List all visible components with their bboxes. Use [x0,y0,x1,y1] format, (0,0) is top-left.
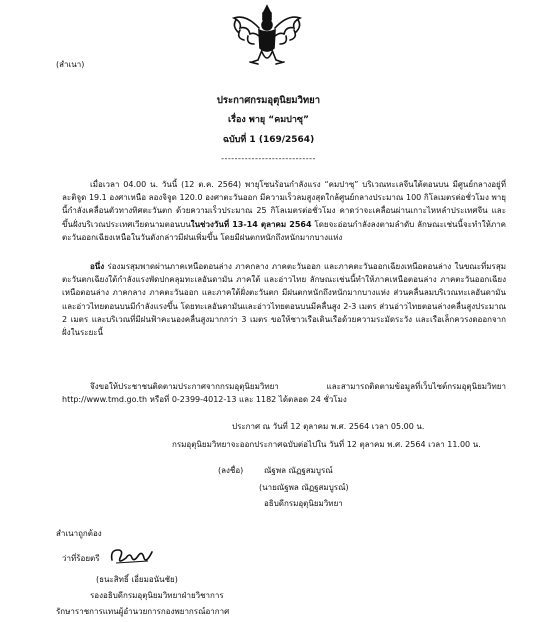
paragraph-1-text-a: เมื่อเวลา 04.00 น. วันนี้ (12 ต.ค. 2564) พายุโซนร้อนกำลังแรง “คมปาซุ” บริเวณทะเลจีนใต้ตอนบน มีศูนย์กลางอยู่ที่ละติจูด 19.1 องศาเหนือ ลองจิจูด 120.0 องศาตะวันออก มีความเร็วลมสูงสุดใกล้ศูนย์กลางประมาณ 100 กิโลเมตรต่อชั่วโมง พายุนี้กำลังเคลื่อนตัวทางทิศตะวันตก ด้วยความเร็วประมาณ 25 กิโลเมตรต่อชั่วโมง คาดว่าจะเคลื่อนผ่านเกาะไหหลำประเทศจีน และขึ้นฝั่งบริเวณประเทศเวียดนามตอนบน [62,180,506,229]
garuda-emblem-icon [228,4,306,68]
paragraph-3 [62,380,506,408]
paragraph-1-date-range: ในช่วงวันที่ 13-14 ตุลาคม 2564 [190,219,312,229]
copy-mark: (สำเนา) [56,60,85,69]
paragraph-3-text: จึงขอให้ประชาชนติดตามประกาศจากกรมอุตุนิยมวิทยา และสามารถติดตามข้อมูลที่เว็บไซต์กรมอุตุนิยมวิทยา http://www.tmd.go.th หรือที่ 0-2399-4012-13 และ 1182 ได้ตลอด 24 ชั่วโมง [62,382,506,405]
certifier-position-2: รักษาราชการแทนผู้อำนวยการกองพยากรณ์อากาศ [56,607,230,616]
announcement-title: ประกาศกรมอุตุนิยมวิทยา [216,95,321,106]
true-copy-label: สำเนาถูกต้อง [56,529,102,538]
paragraph-2 [62,260,506,366]
acting-rank: ว่าที่ร้อยตรี [62,554,100,563]
announced-date: ประกาศ ณ วันที่ 12 ตุลาคม พ.ศ. 2564 เวลา 05.00 น. [232,422,425,431]
announcement-issue: ฉบับที่ 1 (169/2564) [222,135,315,145]
paragraph-1 [62,178,506,258]
paragraph-2-text: ร่องมรสุมพาดผ่านภาคเหนือตอนล่าง ภาคกลาง ภาคตะวันออก และภาคตะวันออกเฉียงเหนือตอนล่าง ในขณะที่มรสุมตะวันตกเฉียงใต้กำลังแรงพัดปกคลุมทะเลอันดามัน ภาคใต้ และอ่าวไทย ลักษณะเช่นนี้ทำให้ภาคเหนือตอนล่าง ภาคตะวันออกเฉียงเหนือตอนล่าง ภาคกลาง ภาคตะวันออก และภาคใต้ฝั่งตะวันตก มีฝนตกหนักถึงหนักมากบางแห่ง ส่วนคลื่นลมบริเวณทะเลอันดามันและอ่าวไทยตอนบนมีกำลังแรงขึ้น โดยทะเลอันดามันและอ่าวไทยตอนบนมีคลื่นสูง 2-3 เมตร ส่วนอ่าวไทยตอนล่างคลื่นสูงประมาณ 2 เมตร และบริเวณที่มีฝนฟ้าคะนองคลื่นสูงมากกว่า 3 เมตร ขอให้ชาวเรือเดินเรือด้วยความระมัดระวัง และเรือเล็กควรงดออกจากฝั่งในระยะนี้ [62,262,506,338]
certifier-name: (ธนะสิทธิ์ เอี่ยมอนันชัย) [96,575,178,584]
signature-mark-icon [108,544,156,568]
signed-prefix: (ลงชื่อ) [218,466,244,475]
director-position: อธิบดีกรมอุตุนิยมวิทยา [264,499,343,508]
header-divider: ---------------------------- [221,154,316,163]
paragraph-1-text-b: โดยจะอ่อนกำลังลงตามลำดับ ลักษณะเช่นนี้จะทำให้ภาคตะวันออกเฉียงเหนือในวันดังกล่าวมีฝนเพิ่มขึ้น โดยมีฝนตกหนักถึงหนักมากบางแห่ง [62,219,506,242]
announcement-subject: เรื่อง พายุ “คมปาซุ” [228,115,309,125]
certifier-position-1: รองอธิบดีกรมอุตุนิยมวิทยาฝ่ายวิชาการ [90,591,224,600]
signed-name: ณัฐพล ณัฏฐสมบูรณ์ [264,466,333,475]
director-full-name: (นายณัฐพล ณัฏฐสมบูรณ์) [259,483,349,492]
next-issue-date: กรมอุตุนิยมวิทยาจะออกประกาศฉบับต่อไปใน วันที่ 12 ตุลาคม พ.ศ. 2564 เวลา 11.00 น. [172,440,481,449]
paragraph-2-lead: อนึ่ง [90,262,105,271]
